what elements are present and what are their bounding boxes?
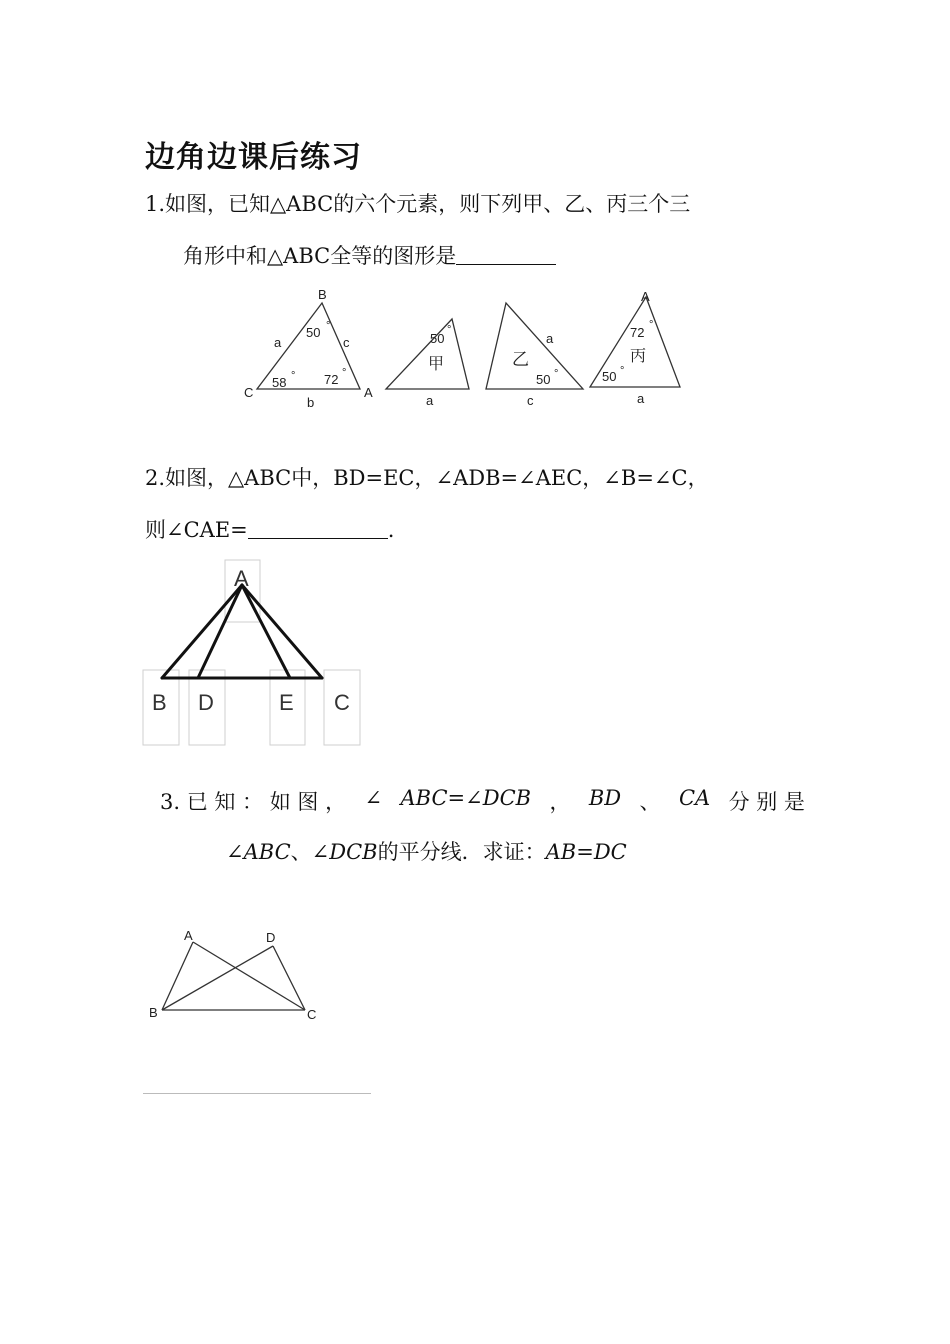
q3-l2-text: 的平分线．求证： — [377, 840, 546, 864]
q2-line2-suffix: . — [387, 518, 395, 542]
page-title: 边角边课后练习 — [145, 140, 362, 175]
q1-bing-vertex: A — [641, 289, 650, 304]
q1-bing-side: a — [637, 391, 645, 406]
q2-vertex-c: C — [334, 690, 350, 715]
q3-line1-ca: CA — [678, 786, 711, 810]
q1-jia-side: a — [426, 393, 434, 408]
q3-line1-tail: 分 别 是 — [728, 790, 805, 814]
q1-yi-label: 乙 — [512, 350, 529, 369]
q3-line1-dun: 、 — [639, 790, 661, 814]
q3-line1-lead: 3. 已 知 ： 如 图 ， — [160, 790, 347, 814]
q3-vertex-b: B — [149, 1005, 158, 1020]
q1-bing-label: 丙 — [630, 348, 647, 365]
footnote-separator — [143, 1093, 371, 1094]
q3-line1-bd: BD — [588, 786, 622, 810]
q2-line-ad — [198, 585, 242, 678]
q1-main-vertex-a: A — [364, 385, 373, 400]
q1-yi-side-a: a — [546, 331, 554, 346]
q1-main-angle-c: 58 — [272, 375, 287, 390]
q1-line1: 1.如图，已知△ABC的六个元素，则下列甲、乙、丙三个三 — [145, 192, 691, 216]
q1-main-vertex-b: B — [318, 287, 327, 302]
q1-line2 — [183, 240, 556, 270]
q1-yi-triangle — [486, 303, 583, 389]
q1-jia-triangle — [386, 319, 469, 389]
q3-l2-claim: AB=DC — [545, 840, 627, 864]
q3-vertex-a: A — [184, 928, 193, 943]
q2-vertex-a: A — [234, 566, 249, 591]
q1-main-angle-b: 50 — [306, 325, 321, 340]
q2-vertex-e: E — [279, 690, 294, 715]
q2-line-ab — [162, 585, 242, 678]
q1-main-angle-c-deg: ° — [291, 370, 296, 382]
q1-main-angle-a-deg: ° — [342, 367, 347, 379]
q3-abc: ABC — [400, 786, 448, 810]
q1-jia-label: 甲 — [428, 356, 445, 373]
q1-main-vertex-c: C — [244, 385, 254, 400]
q3-line1-comma: ， — [549, 790, 571, 814]
q2-answer-blank — [248, 518, 388, 539]
q1-yi-deg: ° — [554, 368, 559, 380]
q3-vertex-d: D — [266, 930, 276, 945]
q1-bing-angle-left-deg: ° — [620, 365, 625, 377]
q3-line2 — [226, 836, 627, 866]
q3-eq: =∠ — [447, 786, 483, 810]
q1-main-side-b: b — [307, 395, 315, 410]
q3-dcb: DCB — [482, 786, 532, 810]
q1-line2-text: 角形中和△ABC全等的图形是 — [183, 244, 457, 268]
q1-main-side-c: c — [343, 335, 350, 350]
q1-bing-angle-left: 50 — [602, 369, 617, 384]
q1-bing-angle-top: 72 — [630, 325, 645, 340]
q3-figure — [145, 920, 330, 1030]
q3-l2-dcb: DCB — [329, 840, 378, 864]
q1-jia-deg: ° — [447, 324, 452, 336]
q3-l2-abc: ABC — [243, 840, 291, 864]
q3-l2-angle1: ∠ — [226, 840, 244, 864]
q1-main-side-a: a — [274, 335, 282, 350]
q3-line-bd — [162, 946, 273, 1010]
q2-line2 — [145, 514, 394, 544]
q1-main-angle-b-deg: ° — [326, 320, 331, 332]
q1-answer-blank — [456, 244, 556, 265]
q1-jia-angle: 50 — [430, 331, 445, 346]
q2-line1: 2.如图，△ABC中，BD=EC，∠ADB=∠AEC，∠B=∠C， — [145, 466, 709, 490]
q2-figure — [140, 550, 365, 750]
q1-yi-side-c: c — [527, 393, 534, 408]
q3-line1-angle-abc — [400, 786, 531, 816]
q1-main-angle-a: 72 — [324, 372, 339, 387]
q3-line1-angle-sym: ∠ — [364, 786, 383, 810]
q1-bing-angle-top-deg: ° — [649, 319, 654, 331]
q3-l2-angle2: 、∠ — [290, 840, 330, 864]
q3-line-ba — [162, 942, 193, 1010]
q1-figure — [240, 285, 690, 410]
q2-vertex-b: B — [152, 690, 167, 715]
q1-yi-angle: 50 — [536, 372, 551, 387]
q3-line1 — [160, 786, 805, 816]
q2-vertex-d: D — [198, 690, 214, 715]
q3-vertex-c: C — [307, 1007, 317, 1022]
q2-line2-prefix: 则∠CAE= — [145, 518, 248, 542]
